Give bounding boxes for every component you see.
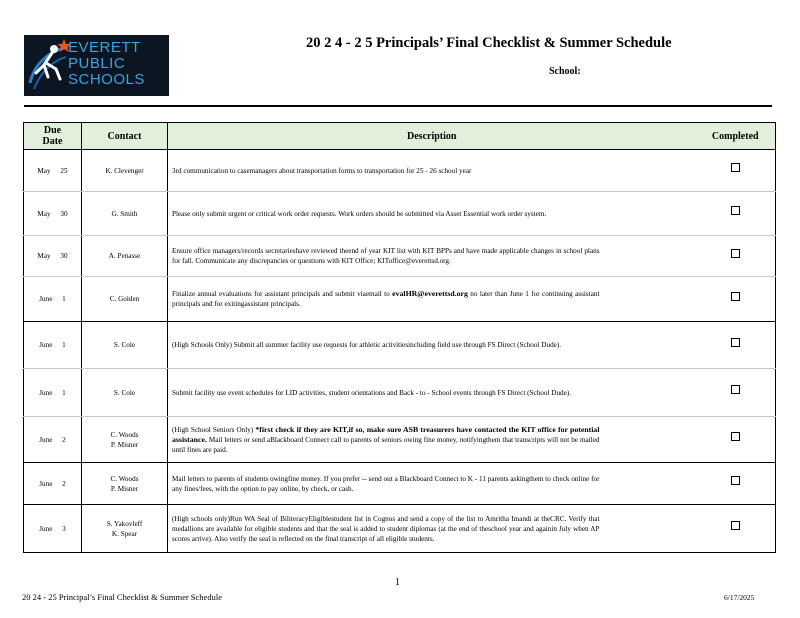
contact [82, 322, 168, 369]
table-row [24, 277, 776, 322]
completed-cell [696, 192, 776, 236]
table-row [24, 463, 776, 505]
completed-checkbox[interactable] [731, 292, 740, 301]
description [168, 369, 696, 417]
header-completed: Completed [696, 123, 776, 150]
table-row [24, 369, 776, 417]
description-text: (High schools only)Run WA Seal of BiliteracyEligiblestudent list in Cognos and send a copy of the list to Amritha Imandi at theCRC. Verify that medallions are available for eligible students and that the seal is added to student diplomas (at the end of theschool year and againin July when AP scores arrive). Also verify the seal is reflected on the final transcript of all eligible students. [172, 514, 600, 543]
completed-checkbox[interactable] [731, 385, 740, 394]
due-date: May 25 [24, 150, 82, 192]
contact [82, 417, 168, 463]
footer-title: 20 24 - 25 Principal’s Final Checklist & Summer Schedule [22, 592, 222, 602]
table-row [24, 505, 776, 553]
completed-cell [696, 369, 776, 417]
completed-checkbox[interactable] [731, 521, 740, 530]
email-link[interactable]: evalHR@everettsd.org [392, 289, 468, 298]
header-date-line: Date [42, 136, 63, 147]
description-text: (High Schools Only) Submit all summer facility use requests for athletic activitiesincluding field use through FS Direct (School Dude). [172, 341, 562, 349]
completed-cell [696, 417, 776, 463]
description-text: (High School Seniors Only) [172, 425, 256, 434]
due-date: May 30 [24, 236, 82, 277]
due-date: June 2 [24, 417, 82, 463]
logo-line-everett: EVERETT [68, 39, 141, 56]
contact-name: C. Woods [110, 430, 139, 439]
table-row [24, 236, 776, 277]
description [168, 505, 696, 553]
contact [82, 505, 168, 553]
description-emphasis: *first check if they are KIT,if so, make sure ASB treasurers have contacted the KIT office for potential assistance. [172, 424, 600, 444]
contact-name: C. Woods [110, 474, 139, 483]
contact [82, 463, 168, 505]
completed-checkbox[interactable] [731, 163, 740, 172]
header-row [24, 123, 776, 150]
completed-cell [696, 463, 776, 505]
description-text-after: no later than June 1 for continuing assistant principals and for exitingassistant principals. [172, 290, 600, 308]
contact-name: G. Smith [111, 209, 138, 218]
completed-checkbox[interactable] [731, 338, 740, 347]
description-text-after: Mail letters or send aBlackboard Connect call to parents of seniors owing fine money, notifyingthem that transcripts will not be mailed until fines are paid. [172, 435, 600, 454]
due-date: June 1 [24, 277, 82, 322]
contact-name: S. Cole [113, 341, 136, 349]
contact-name: C. Golden [109, 295, 140, 303]
contact [82, 192, 168, 236]
contact-name: S. Yakovleff [106, 519, 143, 528]
table-row [24, 192, 776, 236]
contact [82, 277, 168, 322]
contact-name: A. Penasse [108, 252, 141, 260]
description-text: Mail letters to parents of students owingfine money. If you prefer -- send out a Blackboard Connect to K - 11 parents askingthem to check online for any fines/fees, with the option to pay online, by check, or cash. [172, 474, 600, 493]
description [168, 322, 696, 369]
description-text: Finalize annual evaluations for assistant principals and submit viaemail to [172, 290, 393, 298]
completed-checkbox[interactable] [731, 432, 740, 441]
contact [82, 150, 168, 192]
completed-cell [696, 322, 776, 369]
completed-cell [696, 236, 776, 277]
description [168, 417, 696, 463]
table-row [24, 322, 776, 369]
description [168, 463, 696, 505]
contact-name: S. Cole [113, 388, 136, 397]
completed-cell [696, 277, 776, 322]
description [168, 150, 696, 192]
logo-line-schools: SCHOOLS [68, 71, 145, 88]
table-row [24, 417, 776, 463]
checklist-table [23, 122, 776, 553]
due-date: May 30 [24, 192, 82, 236]
completed-checkbox[interactable] [731, 206, 740, 215]
school-label: School: [549, 66, 581, 77]
due-date: June 2 [24, 463, 82, 505]
contact [82, 369, 168, 417]
contact-name-secondary: P. Misner [110, 484, 139, 493]
header-divider [24, 105, 772, 107]
logo-line-public: PUBLIC [68, 55, 126, 72]
completed-checkbox[interactable] [731, 249, 740, 258]
header-due-date [24, 123, 82, 150]
header-description: Description [168, 123, 696, 150]
due-date: June 1 [24, 369, 82, 417]
completed-checkbox[interactable] [731, 476, 740, 485]
runner-swoosh-icon [24, 35, 74, 96]
description [168, 236, 696, 277]
district-logo [24, 35, 169, 96]
completed-cell [696, 150, 776, 192]
table-row [24, 150, 776, 192]
header-contact: Contact [82, 123, 168, 150]
description-text: Please only submit urgent or critical work order requests. Work orders should be submitted via Asset Essential work order system. [172, 209, 547, 218]
contact [82, 236, 168, 277]
completed-cell [696, 505, 776, 553]
description-text: Submit facility use event schedules for LID activities, student orientations and Back - to - School events through FS Direct (School Dude). [172, 388, 572, 397]
description [168, 192, 696, 236]
contact-name: K. Clevenger [105, 166, 144, 175]
due-date: June 1 [24, 322, 82, 369]
due-date: June 3 [24, 505, 82, 553]
contact-name-secondary: P. Misner [110, 440, 139, 449]
contact-name-secondary: K. Spear [111, 529, 138, 538]
description [168, 277, 696, 322]
header-due-line: Due [43, 125, 62, 136]
page-number: 1 [395, 577, 400, 588]
footer-date: 6/17/2025 [724, 593, 755, 602]
description-text: Ensure office managers/records secretarieshave reviewed theend of year KIT list with KIT BPPs and have made applicable changes in school plans for fall. Communicate any discrepancies or questions with KIT Office; KIToffice@everettsd.org. [172, 247, 600, 265]
document-title: 20 2 4 - 2 5 Principals’ Final Checklist & Summer Schedule [306, 35, 672, 51]
description-text: 3rd communication to casemanagers about transportation forms to transportation for 25 - 26 school year [172, 166, 472, 175]
